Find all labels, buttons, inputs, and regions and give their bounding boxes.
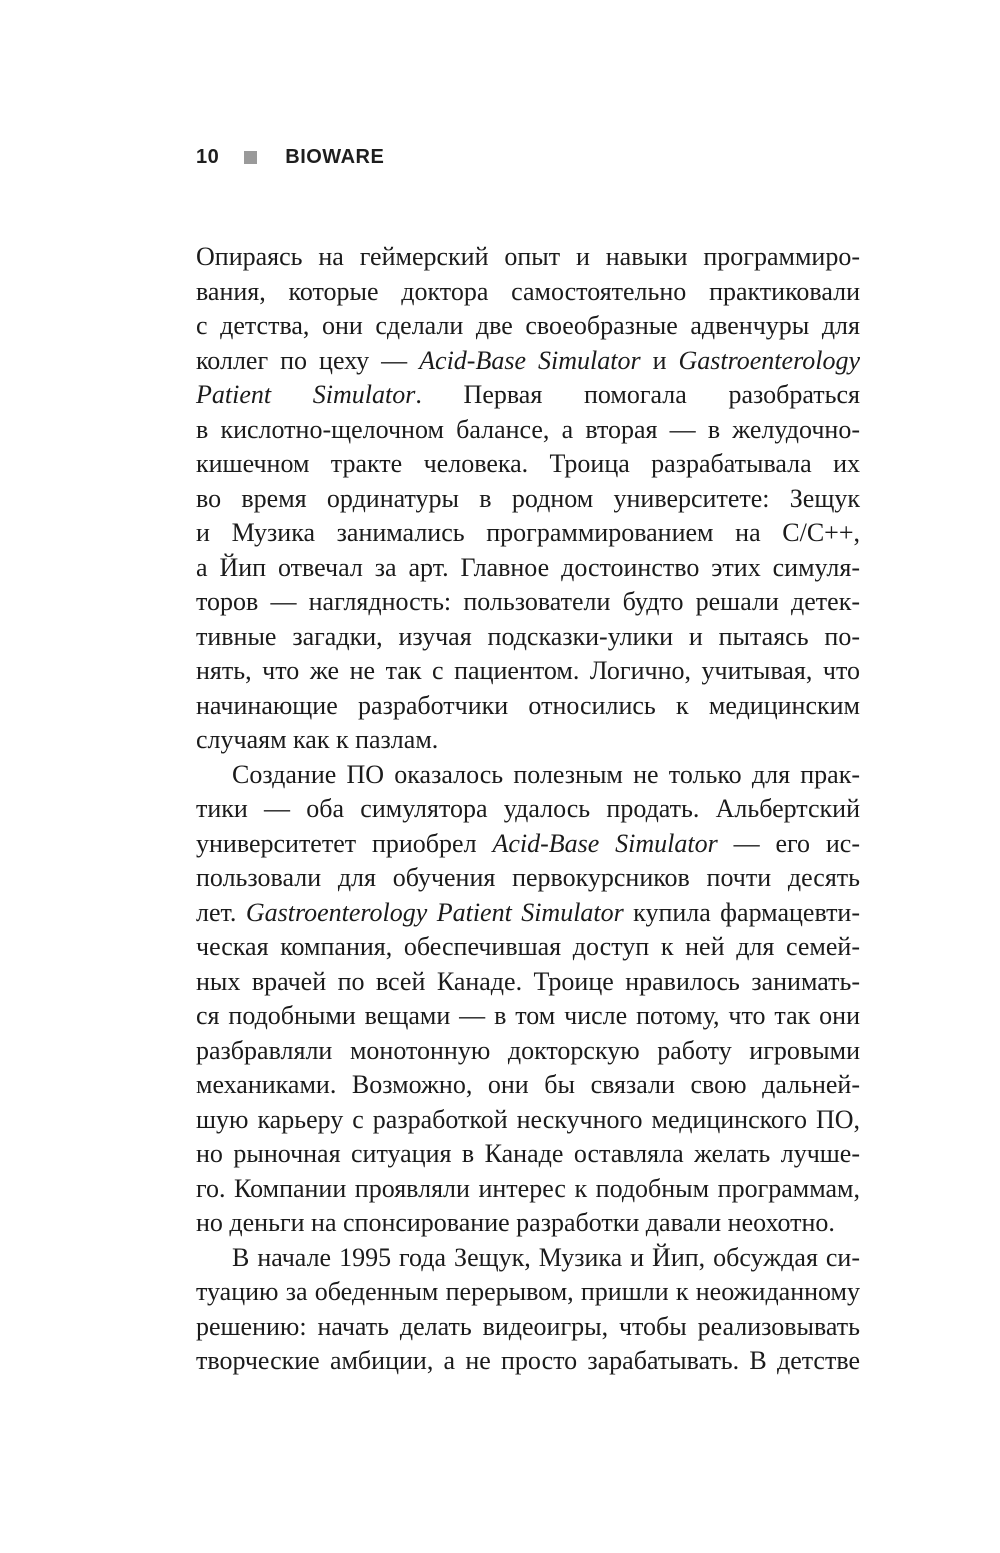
text-run: и	[640, 345, 679, 375]
text-line	[196, 1137, 860, 1172]
text-run: но рыночная ситуация в Канаде оставляла желать лучше-	[196, 1139, 860, 1168]
text-run: купила фармацевти-	[623, 897, 861, 927]
text-line	[196, 1344, 860, 1379]
text-line	[196, 689, 860, 724]
text-line	[196, 723, 860, 758]
italic-title: Patient Simulator	[196, 380, 416, 409]
text-run: го. Компании проявляли интерес к подобным программам,	[196, 1173, 860, 1203]
text-line	[196, 551, 860, 586]
text-run: пользовали для обучения первокурсников почти десять	[196, 863, 860, 892]
text-line	[196, 1034, 860, 1069]
text-line	[196, 999, 860, 1034]
text-run: В начале 1995 года Зещук, Музика и Йип, обсуждая си-	[232, 1242, 860, 1272]
text-run: разбравляли монотонную докторскую работу игровыми	[196, 1035, 860, 1065]
text-run: ческая компания, обеспечившая доступ к ней для семей-	[196, 932, 860, 961]
text-line	[196, 930, 860, 965]
text-run: нять, что же не так с пациентом. Логично, учитывая, что	[196, 656, 860, 685]
text-run: . Первая помогала разобраться	[415, 380, 860, 409]
text-line	[196, 275, 860, 310]
text-run: случаям как к пазлам.	[196, 725, 439, 754]
page-number: 10	[196, 145, 220, 168]
text-run: механиками. Возможно, они бы связали свою дальней-	[196, 1070, 860, 1099]
text-line	[196, 516, 860, 551]
text-run: кишечном тракте человека. Троица разрабатывала их	[196, 449, 860, 478]
text-line	[196, 1275, 860, 1310]
italic-title: Acid-Base Simulator	[419, 345, 641, 375]
text-line	[196, 1310, 860, 1345]
text-line	[196, 309, 860, 344]
text-run: лет.	[196, 897, 246, 927]
italic-title: Gastroenterology	[678, 345, 860, 375]
text-run: ных врачей по всей Канаде. Троице нравилось занимать-	[196, 966, 860, 996]
text-run: во время ординатуры в родном университете: Зещук	[196, 483, 860, 513]
text-run: тивные загадки, изучая подсказки-улики и пытаясь по-	[196, 621, 860, 651]
text-run: — его ис-	[717, 828, 860, 858]
text-run: торов — наглядность: пользователи будто решали детек-	[196, 587, 860, 616]
text-line	[196, 585, 860, 620]
text-line	[196, 620, 860, 655]
text-line	[196, 378, 860, 413]
text-run: шую карьеру с разработкой нескучного медицинского ПО,	[196, 1104, 860, 1134]
text-run: начинающие разработчики относились к медицинским	[196, 690, 860, 720]
body-text	[196, 240, 860, 1379]
text-line	[196, 1068, 860, 1103]
text-run: решению: начать делать видеоигры, чтобы реализовывать	[196, 1311, 860, 1341]
text-line	[196, 792, 860, 827]
text-line	[196, 1241, 860, 1276]
running-title: BIOWARE	[285, 145, 385, 168]
square-bullet-icon	[244, 151, 257, 164]
paragraph	[196, 1241, 860, 1379]
text-run: тики — оба симулятора удалось продать. Альбертский	[196, 794, 860, 823]
text-run: Опираясь на геймерский опыт и навыки программиро-	[196, 242, 860, 271]
running-head	[196, 142, 384, 172]
text-line	[196, 344, 860, 379]
text-line	[196, 240, 860, 275]
text-run: с детства, они сделали две своеобразные адвенчуры для	[196, 311, 860, 340]
text-line	[196, 758, 860, 793]
text-run: творческие амбиции, а не просто зарабатывать. В детстве	[196, 1346, 860, 1375]
text-run: коллег по цеху —	[196, 345, 420, 375]
text-line	[196, 447, 860, 482]
text-run: Создание ПО оказалось полезным не только для прак-	[232, 759, 860, 789]
text-line	[196, 413, 860, 448]
text-run: но деньги на спонсирование разработки давали неохотно.	[196, 1208, 835, 1237]
text-line	[196, 1206, 860, 1241]
italic-title: Gastroenterology Patient Simulator	[245, 897, 624, 927]
text-line	[196, 861, 860, 896]
text-run: в кислотно-щелочном балансе, а вторая — в желудочно-	[196, 414, 860, 444]
text-run: ся подобными вещами — в том числе потому, что так они	[196, 1001, 860, 1030]
paragraph	[196, 758, 860, 1241]
text-run: а Йип отвечал за арт. Главное достоинство этих симуля-	[196, 552, 860, 582]
text-run: туацию за обеденным перерывом, пришли к неожиданному	[196, 1277, 860, 1306]
text-run: вания, которые доктора самостоятельно практиковали	[196, 276, 860, 306]
text-line	[196, 827, 860, 862]
text-line	[196, 1103, 860, 1138]
paragraph	[196, 240, 860, 758]
text-line	[196, 896, 860, 931]
text-run: и Музика занимались программированием на C/C++,	[196, 518, 860, 547]
text-line	[196, 654, 860, 689]
text-run: университетет приобрел	[196, 828, 493, 858]
text-line	[196, 1172, 860, 1207]
text-line	[196, 482, 860, 517]
italic-title: Acid-Base Simulator	[492, 828, 718, 858]
text-line	[196, 965, 860, 1000]
